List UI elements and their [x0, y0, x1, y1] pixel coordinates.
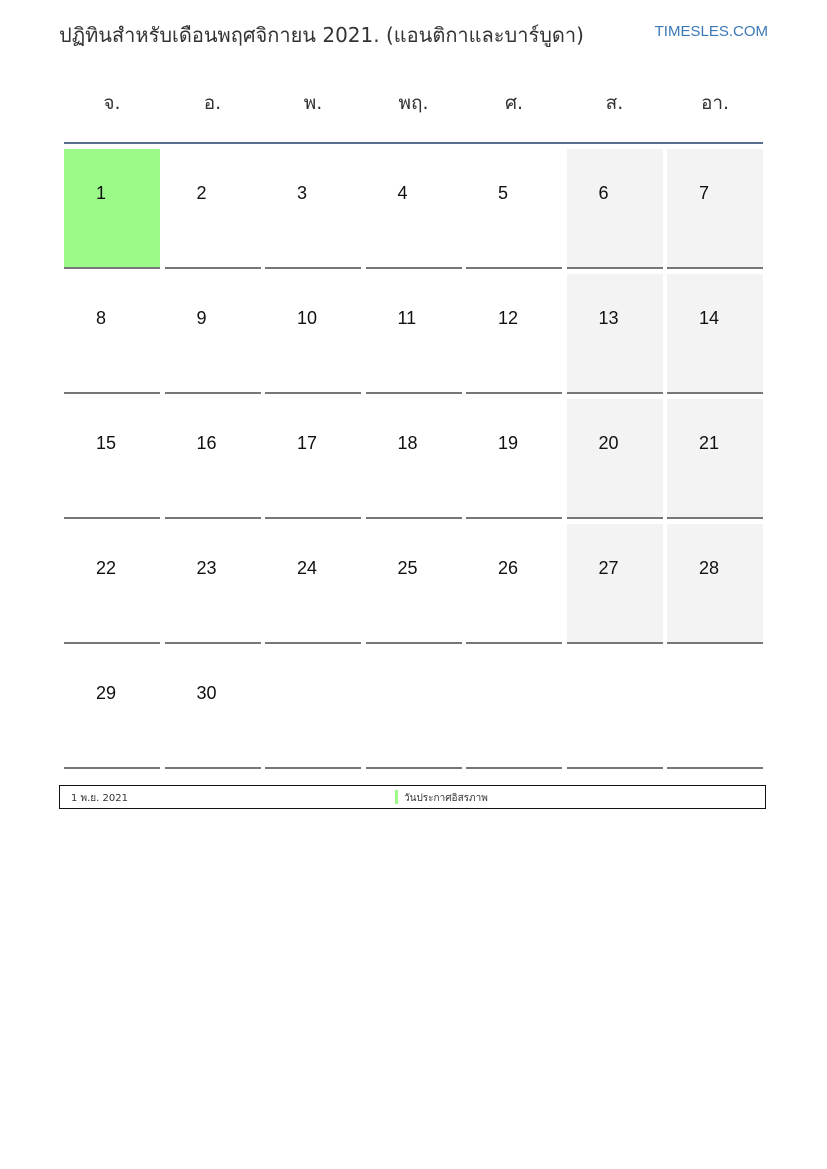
day-number: 2 [196, 183, 207, 203]
day-number: 7 [699, 183, 710, 203]
day-number: 18 [397, 433, 418, 453]
weekday-tue: อ. [203, 92, 222, 114]
day-number: 25 [397, 558, 418, 578]
day-number: 28 [699, 558, 720, 578]
calendar-day-cell [366, 399, 462, 519]
weekday-wed: พ. [303, 92, 323, 114]
weekday-sun: อา. [700, 92, 730, 114]
calendar-empty-cell [366, 649, 462, 769]
day-number: 15 [96, 433, 117, 453]
calendar-day-cell [165, 649, 261, 769]
day-number: 23 [196, 558, 217, 578]
calendar-day-cell [667, 274, 763, 394]
calendar-day-cell [567, 524, 663, 644]
day-number: 21 [699, 433, 720, 453]
calendar-day-cell [265, 399, 361, 519]
header-divider [64, 142, 763, 144]
calendar-day-cell [366, 149, 462, 269]
calendar-day-cell [64, 399, 160, 519]
day-number: 8 [96, 308, 107, 328]
page-title: ปฏิทินสำหรับเดือนพฤศจิกายน 2021. (แอนติกาและบาร์บูดา) [59, 23, 584, 47]
calendar-day-cell [64, 274, 160, 394]
day-number: 1 [96, 183, 107, 203]
calendar-day-cell [265, 149, 361, 269]
calendar-day-cell [64, 524, 160, 644]
day-number: 9 [196, 308, 207, 328]
calendar-day-cell [567, 149, 663, 269]
calendar-day-cell [64, 649, 160, 769]
day-number: 27 [598, 558, 619, 578]
calendar-day-cell [466, 149, 562, 269]
calendar-day-cell [667, 399, 763, 519]
calendar-day-cell [366, 274, 462, 394]
calendar-day-cell [165, 149, 261, 269]
day-number: 4 [397, 183, 408, 203]
calendar-day-cell [567, 274, 663, 394]
day-number: 19 [498, 433, 519, 453]
day-number: 20 [598, 433, 619, 453]
day-number: 14 [699, 308, 720, 328]
calendar-empty-cell [667, 649, 763, 769]
day-number: 30 [196, 683, 217, 703]
calendar-empty-cell [265, 649, 361, 769]
calendar-day-cell [265, 274, 361, 394]
calendar-day-cell [165, 399, 261, 519]
calendar-day-cell [165, 524, 261, 644]
calendar-day-cell [667, 149, 763, 269]
day-number: 5 [498, 183, 509, 203]
calendar-day-cell [466, 274, 562, 394]
calendar-empty-cell [466, 649, 562, 769]
calendar-day-cell [265, 524, 361, 644]
calendar-grid [64, 149, 764, 771]
day-number: 3 [297, 183, 308, 203]
calendar-day-cell [366, 524, 462, 644]
day-number: 24 [297, 558, 318, 578]
weekday-sat: ส. [605, 92, 624, 114]
holiday-legend [59, 785, 766, 809]
legend-color-marker [395, 790, 398, 804]
day-number: 17 [297, 433, 318, 453]
calendar-day-cell [667, 524, 763, 644]
calendar-day-cell [466, 524, 562, 644]
day-number: 10 [297, 308, 318, 328]
weekday-header-row [64, 88, 763, 122]
day-number: 6 [598, 183, 609, 203]
day-number: 12 [498, 308, 519, 328]
site-link[interactable]: TIMESLES.COM [654, 23, 768, 40]
legend-holiday-name: วันประกาศอิสรภาพ [404, 793, 488, 804]
day-number: 26 [498, 558, 519, 578]
calendar-day-cell-holiday [64, 149, 160, 269]
calendar-empty-cell [567, 649, 663, 769]
weekday-thu: พฤ. [398, 92, 429, 114]
calendar-day-cell [165, 274, 261, 394]
weekday-fri: ศ. [504, 92, 524, 114]
day-number: 29 [96, 683, 117, 703]
calendar-day-cell [567, 399, 663, 519]
day-number: 11 [397, 308, 417, 328]
day-number: 22 [96, 558, 117, 578]
legend-date: 1 พ.ย. 2021 [71, 793, 128, 804]
weekday-mon: จ. [103, 92, 121, 114]
day-number: 13 [598, 308, 619, 328]
calendar-day-cell [466, 399, 562, 519]
day-number: 16 [196, 433, 217, 453]
page-header [59, 17, 768, 49]
